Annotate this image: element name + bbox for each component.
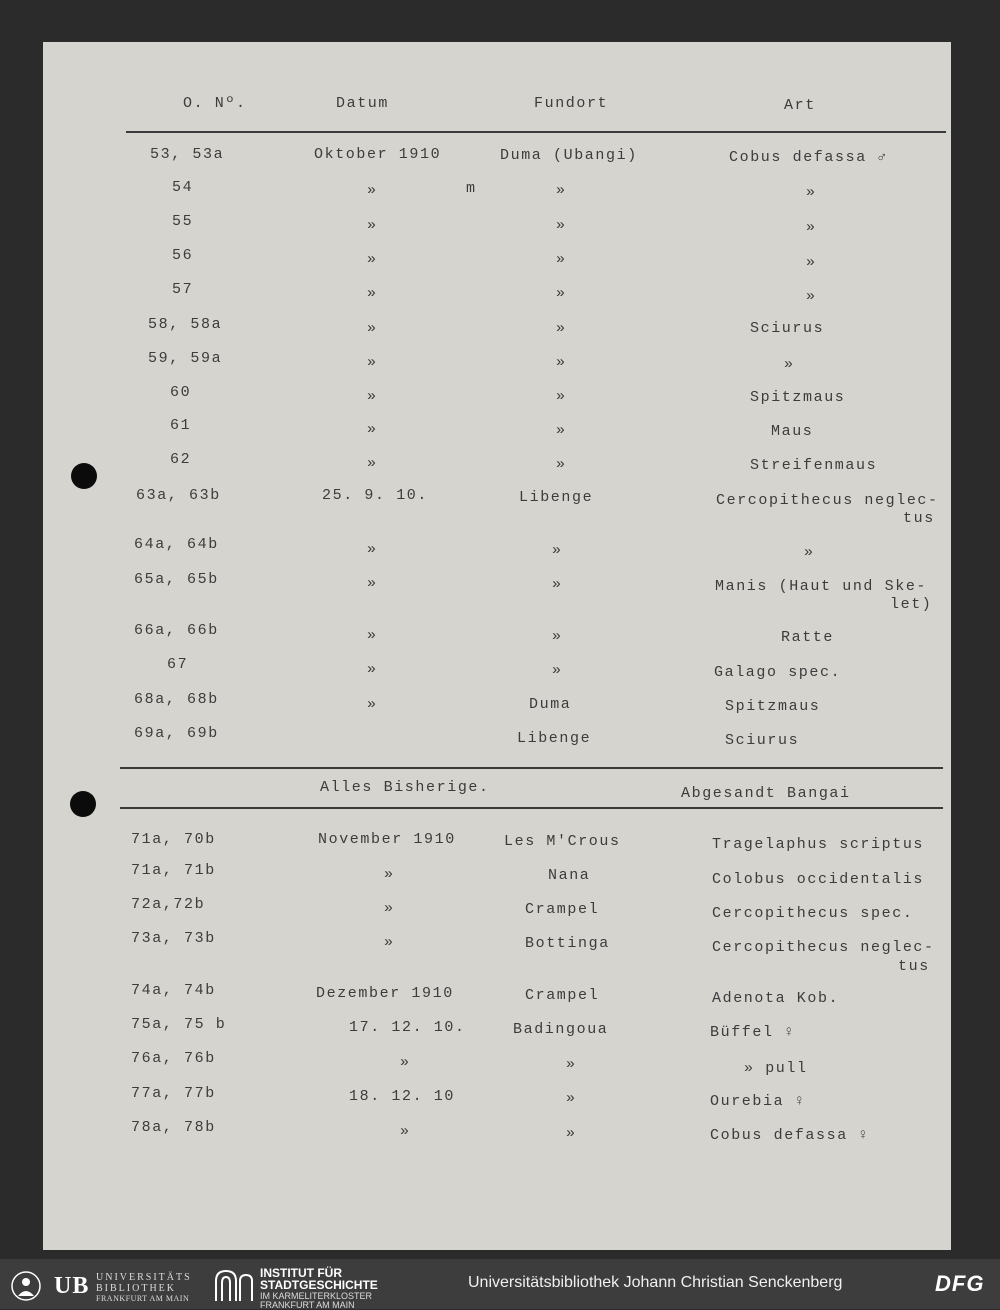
row-number: 73a, 73b: [131, 930, 216, 947]
row-number: 56: [172, 247, 194, 264]
row-number: 69a, 69b: [134, 725, 219, 742]
row-datum: »: [367, 251, 378, 268]
row-datum: »: [384, 866, 395, 883]
row-art: Cercopithecus spec.: [712, 905, 914, 922]
row-datum: »: [384, 934, 395, 951]
row-art: Manis (Haut und Ske-: [715, 578, 928, 595]
summary-note: Alles Bisherige.: [320, 779, 490, 796]
row-number: 74a, 74b: [131, 982, 216, 999]
header-art: Art: [784, 97, 816, 114]
block-separator-rule: [120, 807, 943, 809]
stray-mark: m: [466, 180, 477, 197]
row-datum: »: [367, 575, 378, 592]
row-number: 71a, 70b: [131, 831, 216, 848]
row-fundort: »: [552, 576, 563, 593]
row-fundort: Libenge: [519, 489, 594, 506]
row-datum: »: [367, 455, 378, 472]
isg-logo: [212, 1266, 412, 1310]
row-number: 60: [170, 384, 192, 401]
row-fundort: »: [556, 354, 567, 371]
footer-bar: [0, 1259, 1000, 1309]
header-datum: Datum: [336, 95, 390, 112]
row-fundort: »: [556, 422, 567, 439]
row-number: 54: [172, 179, 194, 196]
footer-title: Universitätsbibliothek Johann Christian Senckenberg: [468, 1274, 843, 1291]
row-number: 64a, 64b: [134, 536, 219, 553]
row-art: Büffel ♀: [710, 1024, 795, 1041]
row-fundort: »: [552, 542, 563, 559]
row-fundort: »: [566, 1090, 577, 1107]
row-art: Ratte: [781, 629, 835, 646]
punch-hole-bottom: [70, 791, 96, 817]
row-fundort: Les M'Crous: [504, 833, 621, 850]
row-art: Tragelaphus scriptus: [712, 836, 925, 853]
library-crest-icon: [10, 1270, 46, 1302]
row-art: Spitzmaus: [750, 389, 846, 406]
row-fundort: »: [552, 662, 563, 679]
row-number: 62: [170, 451, 192, 468]
row-datum: »: [367, 541, 378, 558]
ub-logo-line2: BIBLIOTHEK: [96, 1283, 176, 1294]
row-fundort: »: [556, 388, 567, 405]
row-fundort: Crampel: [525, 901, 600, 918]
row-fundort: »: [556, 251, 567, 268]
isg-line1: INSTITUT FÜR: [260, 1266, 342, 1280]
row-fundort: Libenge: [517, 730, 592, 747]
row-number: 61: [170, 417, 192, 434]
row-fundort: Duma: [529, 696, 572, 713]
row-art: Sciurus: [725, 732, 800, 749]
row-art: Cobus defassa ♂: [729, 149, 889, 166]
row-art: Cobus defassa ♀: [710, 1127, 870, 1144]
ub-logo-text: UB: [54, 1273, 90, 1299]
row-datum: »: [367, 354, 378, 371]
row-art: Cercopithecus neglec-: [712, 939, 935, 956]
dfg-logo: DFG: [935, 1271, 985, 1296]
row-art-continued: tus: [903, 510, 935, 527]
isg-line4: FRANKFURT AM MAIN: [260, 1300, 355, 1310]
row-number: 57: [172, 281, 194, 298]
row-number: 63a, 63b: [136, 487, 221, 504]
shipping-note: Abgesandt Bangai: [681, 785, 851, 802]
row-art: Cercopithecus neglec-: [716, 492, 939, 509]
isg-line2: STADTGESCHICHTE: [260, 1278, 378, 1292]
row-number: 76a, 76b: [131, 1050, 216, 1067]
row-art: Adenota Kob.: [712, 990, 840, 1007]
row-fundort: Duma (Ubangi): [500, 147, 638, 164]
row-datum: »: [367, 388, 378, 405]
row-datum: 17. 12. 10.: [349, 1019, 466, 1036]
row-fundort: »: [556, 456, 567, 473]
row-number: 68a, 68b: [134, 691, 219, 708]
row-datum: »: [367, 217, 378, 234]
row-art: Ourebia ♀: [710, 1093, 806, 1110]
row-datum: »: [367, 627, 378, 644]
punch-hole-top: [71, 463, 97, 489]
row-art: »: [806, 288, 817, 305]
row-datum: »: [400, 1054, 411, 1071]
row-fundort: Crampel: [525, 987, 600, 1004]
header-number: O. Nº.: [183, 95, 247, 112]
row-fundort: »: [566, 1056, 577, 1073]
row-datum: 18. 12. 10: [349, 1088, 456, 1105]
row-number: 71a, 71b: [131, 862, 216, 879]
block-separator-rule: [120, 767, 943, 769]
row-datum: »: [367, 320, 378, 337]
row-number: 77a, 77b: [131, 1085, 216, 1102]
row-fundort: »: [556, 182, 567, 199]
row-datum: November 1910: [318, 831, 456, 848]
row-art: Streifenmaus: [750, 457, 878, 474]
row-fundort: »: [556, 217, 567, 234]
header-rule: [126, 131, 946, 133]
row-number: 72a,72b: [131, 896, 206, 913]
row-art: »: [804, 544, 815, 561]
ub-logo-line1: UNIVERSITÄTS: [96, 1272, 192, 1283]
row-fundort: »: [556, 285, 567, 302]
row-art: »: [784, 356, 795, 373]
row-datum: »: [367, 421, 378, 438]
ub-logo: [10, 1269, 200, 1303]
row-number: 67: [167, 656, 189, 673]
row-fundort: »: [556, 320, 567, 337]
cloister-arch-icon: [212, 1267, 256, 1303]
row-art-continued: tus: [898, 958, 930, 975]
row-art: Galago spec.: [714, 664, 842, 681]
ub-logo-line3: FRANKFURT AM MAIN: [96, 1294, 190, 1303]
row-art-continued: let): [890, 596, 933, 613]
row-art: Maus: [771, 423, 814, 440]
header-fundort: Fundort: [534, 95, 609, 112]
row-datum: Dezember 1910: [316, 985, 454, 1002]
row-datum: »: [367, 661, 378, 678]
row-datum: »: [367, 285, 378, 302]
row-number: 75a, 75 b: [131, 1016, 227, 1033]
row-number: 58, 58a: [148, 316, 223, 333]
row-datum: »: [367, 696, 378, 713]
row-number: 53, 53a: [150, 146, 225, 163]
row-art: Sciurus: [750, 320, 825, 337]
row-art: Spitzmaus: [725, 698, 821, 715]
row-number: 55: [172, 213, 194, 230]
row-datum: »: [400, 1123, 411, 1140]
row-number: 59, 59a: [148, 350, 223, 367]
row-number: 78a, 78b: [131, 1119, 216, 1136]
row-fundort: Bottinga: [525, 935, 610, 952]
row-fundort: »: [566, 1125, 577, 1142]
row-art: »: [806, 219, 817, 236]
row-art: Colobus occidentalis: [712, 871, 925, 888]
row-datum: »: [367, 182, 378, 199]
row-art: » pull: [744, 1060, 808, 1077]
row-fundort: Badingoua: [513, 1021, 609, 1038]
isg-line3: IM KARMELITERKLOSTER: [260, 1291, 373, 1301]
row-datum: »: [384, 900, 395, 917]
row-fundort: Nana: [548, 867, 591, 884]
row-art: »: [806, 254, 817, 271]
row-fundort: »: [552, 628, 563, 645]
row-datum: Oktober 1910: [314, 146, 442, 163]
row-datum: 25. 9. 10.: [322, 487, 429, 504]
row-art: »: [806, 184, 817, 201]
row-number: 66a, 66b: [134, 622, 219, 639]
row-number: 65a, 65b: [134, 571, 219, 588]
